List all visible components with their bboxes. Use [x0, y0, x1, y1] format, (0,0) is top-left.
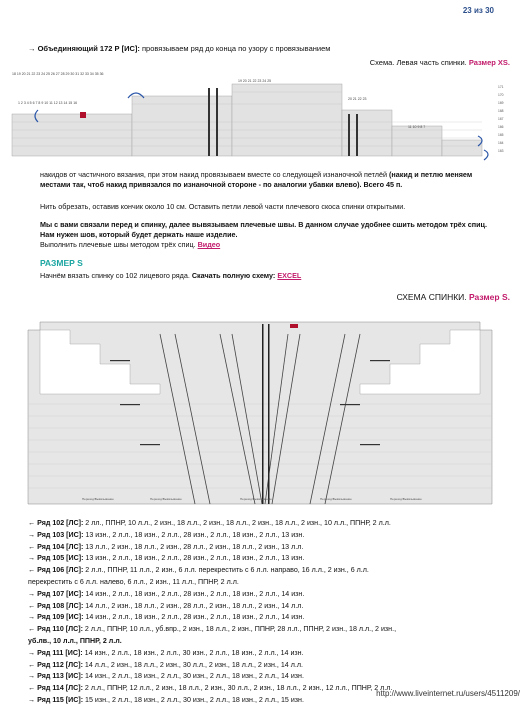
para5-text: Начнём вязать спинку со 102 лицевого ряда.	[40, 271, 192, 280]
paragraph-partial-knitting	[40, 170, 492, 190]
svg-text:Переход/Вывязывание: Переход/Вывязывание	[150, 497, 182, 501]
paragraph-start-row	[40, 271, 492, 281]
list-item	[28, 660, 508, 672]
svg-text:Переход/Вывязывание: Переход/Вывязывание	[82, 497, 114, 501]
row-label: Ряд 113 [ИС]:	[37, 672, 84, 681]
svg-text:163: 163	[498, 149, 504, 153]
paragraph-three-needle	[40, 240, 492, 250]
row-text: 14 л.л., 2 изн., 18 л.л., 2 изн., 28 л.л., 2 изн., 18 л.л., 2 изн., 14 л.л.	[83, 601, 304, 610]
list-item	[28, 636, 508, 648]
svg-text:165: 165	[498, 133, 504, 137]
row-instructions	[28, 518, 508, 707]
list-item	[28, 577, 508, 589]
row-text: 2 л.л., ППНР, 11 л.л., 2 изн., 6 л.л. перекрестить с 6 л.л. направо, 16 л.л., 2 изн., 6 л.л.	[83, 566, 369, 575]
arrow-left-icon: ←	[28, 684, 36, 693]
intro-row-text: провязываем ряд до конца по узору с провязыванием	[139, 44, 331, 53]
row-label: Ряд 104 [ЛС]:	[37, 542, 84, 551]
row-label: Ряд 110 [ЛС]:	[37, 625, 83, 634]
arrow-left-icon: ←	[28, 519, 36, 527]
list-item	[28, 648, 508, 660]
arrow-left-icon: ←	[28, 625, 36, 634]
schema-xs-title	[370, 58, 510, 67]
para5-bold: Скачать полную схему:	[191, 271, 278, 280]
row-text: 14 изн., 2 л.л., 18 изн., 2 л.л., 30 изн., 2 л.л., 18 изн., 2 л.л., 14 изн.	[83, 672, 304, 681]
para1-tail: Всего 45 п.	[361, 180, 403, 189]
row-text: 13 изн., 2 л.л., 18 изн., 2 л.л., 28 изн., 2 л.л., 18 изн., 2 л.л., 13 изн.	[83, 554, 305, 563]
svg-text:1 2 3 4 5 6 7 8 9 10 11 12 13: 1 2 3 4 5 6 7 8 9 10 11 12 13 14 15 16	[18, 101, 78, 105]
row-text: 2 л.л., ППНР, 10 л.л., уб.впр., 2 изн., 18 л.л., 2 изн., ППНР, 28 л.л., ППНР, 2 изн., 18 л.л., 2 изн.,	[82, 625, 397, 634]
arrow-left-icon: ←	[28, 566, 36, 575]
arrow-right-icon: →	[28, 695, 36, 704]
footer-url: http://www.liveinternet.ru/users/4511209/	[376, 689, 520, 698]
svg-text:168: 168	[498, 109, 504, 113]
row-label: Ряд 115 [ИС]:	[37, 695, 84, 704]
row-text: уб.лв., 10 л.л., ППНР, 2 л.л.	[28, 636, 122, 645]
svg-text:167: 167	[498, 117, 504, 121]
list-item	[28, 671, 508, 683]
row-text: 14 изн., 2 л.л., 18 изн., 2 л.л., 28 изн., 2 л.л., 18 изн., 2 л.л., 14 изн.	[83, 589, 305, 598]
schema-s-prefix: СХЕМА СПИНКИ.	[396, 292, 467, 302]
row-label: Ряд 112 [ЛС]:	[37, 660, 83, 669]
para4-text: Выполнить плечевые швы методом трёх спиц.	[40, 240, 198, 249]
para1-bold: (накид и петлю меняем местами так, чтоб накид привязался по изнаночной стороне - по аналогии убавки влево).	[40, 170, 473, 189]
row-label: Ряд 111 [ИС]:	[37, 648, 83, 657]
arrow-left-icon: ←	[28, 542, 36, 551]
list-item	[28, 601, 508, 613]
video-link[interactable]: Видео	[197, 240, 221, 249]
list-item	[28, 624, 508, 636]
row-label: Ряд 102 [ЛС]:	[37, 519, 84, 527]
knitting-chart-s	[10, 304, 518, 512]
list-item	[28, 565, 508, 577]
svg-text:18 19 20 21 22 23 24 25 26 27: 18 19 20 21 22 23 24 25 26 27 28 29 30 31 32 33 34 35 36	[12, 72, 104, 76]
schema-xs-prefix: Схема. Левая часть спинки.	[369, 58, 467, 67]
svg-text:169: 169	[498, 101, 504, 105]
svg-text:Переход/Вывязывание: Переход/Вывязывание	[240, 497, 272, 501]
row-text: перекрестить с 6 л.л. налево, 6 л.л., 2 изн., 11 л.л., ППНР, 2 л.л.	[28, 577, 239, 586]
row-text: 2 л.л., ППНР, 12 л.л., 2 изн., 18 л.л., 2 изн., 30 л.л., 2 изн., 18 л.л., 2 изн., 12 л.л., ППНР, 2 л.л.	[82, 684, 393, 693]
svg-text:164: 164	[498, 141, 504, 145]
row-text: 14 изн., 2 л.л., 18 изн., 2 л.л., 28 изн., 2 л.л., 18 изн., 2 л.л., 14 изн.	[83, 613, 305, 622]
intro-line	[28, 44, 330, 53]
size-s-heading: РАЗМЕР S	[40, 258, 83, 268]
svg-text:170: 170	[498, 93, 504, 97]
list-item	[28, 542, 508, 554]
svg-text:171: 171	[498, 85, 504, 89]
arrow-left-icon: ←	[28, 660, 36, 669]
svg-text:Переход/Вывязывание: Переход/Вывязывание	[320, 497, 352, 501]
svg-text:11 10 9 8 7: 11 10 9 8 7	[408, 125, 426, 129]
schema-s-size: Размер S.	[466, 292, 510, 302]
row-label: Ряд 103 [ИС]:	[37, 530, 84, 539]
row-text: 14 изн., 2 л.л., 18 изн., 2 л.л., 30 изн., 2 л.л., 18 изн., 2 л.л., 14 изн.	[82, 648, 304, 657]
arrow-right-icon: →	[28, 648, 36, 657]
list-item	[28, 589, 508, 601]
arrow-right-icon: →	[28, 613, 36, 622]
list-item	[28, 530, 508, 542]
row-text: 13 изн., 2 л.л., 18 изн., 2 л.л., 28 изн., 2 л.л., 18 изн., 2 л.л., 13 изн.	[83, 530, 305, 539]
row-text: 13 л.л., 2 изн., 18 л.л., 2 изн., 28 л.л., 2 изн., 18 л.л., 2 изн., 13 л.л.	[83, 542, 304, 551]
intro-row-label: Объединяющий 172 Р [ИС]:	[37, 44, 140, 53]
list-item	[28, 612, 508, 624]
svg-text:20 21 22 23: 20 21 22 23	[348, 97, 367, 101]
page-number: 23 из 30	[462, 6, 494, 15]
svg-text:166: 166	[498, 125, 504, 129]
row-label: Ряд 105 [ИС]:	[37, 554, 84, 563]
para1-text: накидов от частичного вязания, при этом накид провязываем вместе со следующей изнаночной петлёй	[40, 170, 389, 179]
row-text: 2 лл., ППНР, 10 л.л., 2 изн., 18 л.л., 2 изн., 18 л.л., 2 изн., 18 л.л., 2 изн., 10 л.л., ППНР, 2 л.л.	[83, 519, 391, 527]
row-label: Ряд 108 [ЛС]:	[37, 601, 84, 610]
row-label: Ряд 109 [ИС]:	[37, 613, 84, 622]
arrow-left-icon: ←	[28, 601, 36, 610]
row-text: 15 изн., 2 л.л., 18 изн., 2 л.л., 30 изн., 2 л.л., 18 изн., 2 л.л., 15 изн.	[83, 695, 304, 704]
arrow-right-icon: →	[28, 589, 36, 598]
list-item	[28, 553, 508, 565]
arrow-right-icon: →	[28, 530, 36, 539]
paragraph-cut-thread: Нить обрезать, оставив кончик около 10 см. Оставить петли левой части плечевого скоса спинки открытыми.	[40, 202, 406, 211]
svg-text:Переход/Вывязывание: Переход/Вывязывание	[390, 497, 422, 501]
row-label: Ряд 114 [ЛС]:	[37, 684, 83, 693]
excel-link[interactable]: EXCEL	[277, 271, 302, 280]
paragraph-shoulder-seams: Мы с вами связали перед и спинку, далее вывязываем плечевые швы. В данном случае удобнее сшить методом трёх спиц. Нам нужен шов, который будет держать наше изделие.	[40, 220, 487, 239]
arrow-right-icon: →	[28, 672, 36, 681]
knitting-chart-xs	[8, 70, 518, 162]
arrow-right-icon: →	[28, 554, 36, 563]
row-label: Ряд 106 [ЛС]:	[37, 566, 84, 575]
svg-text:19 20 21 22 23 24 25: 19 20 21 22 23 24 25	[238, 79, 272, 83]
arrow-right-icon: →	[28, 44, 36, 53]
schema-s-title	[397, 292, 510, 302]
schema-xs-size: Размер XS.	[466, 58, 510, 67]
list-item	[28, 518, 508, 530]
row-label: Ряд 107 [ИС]:	[37, 589, 84, 598]
row-text: 14 л.л., 2 изн., 18 л.л., 2 изн., 30 л.л., 2 изн., 18 л.л., 2 изн., 14 л.л.	[82, 660, 303, 669]
